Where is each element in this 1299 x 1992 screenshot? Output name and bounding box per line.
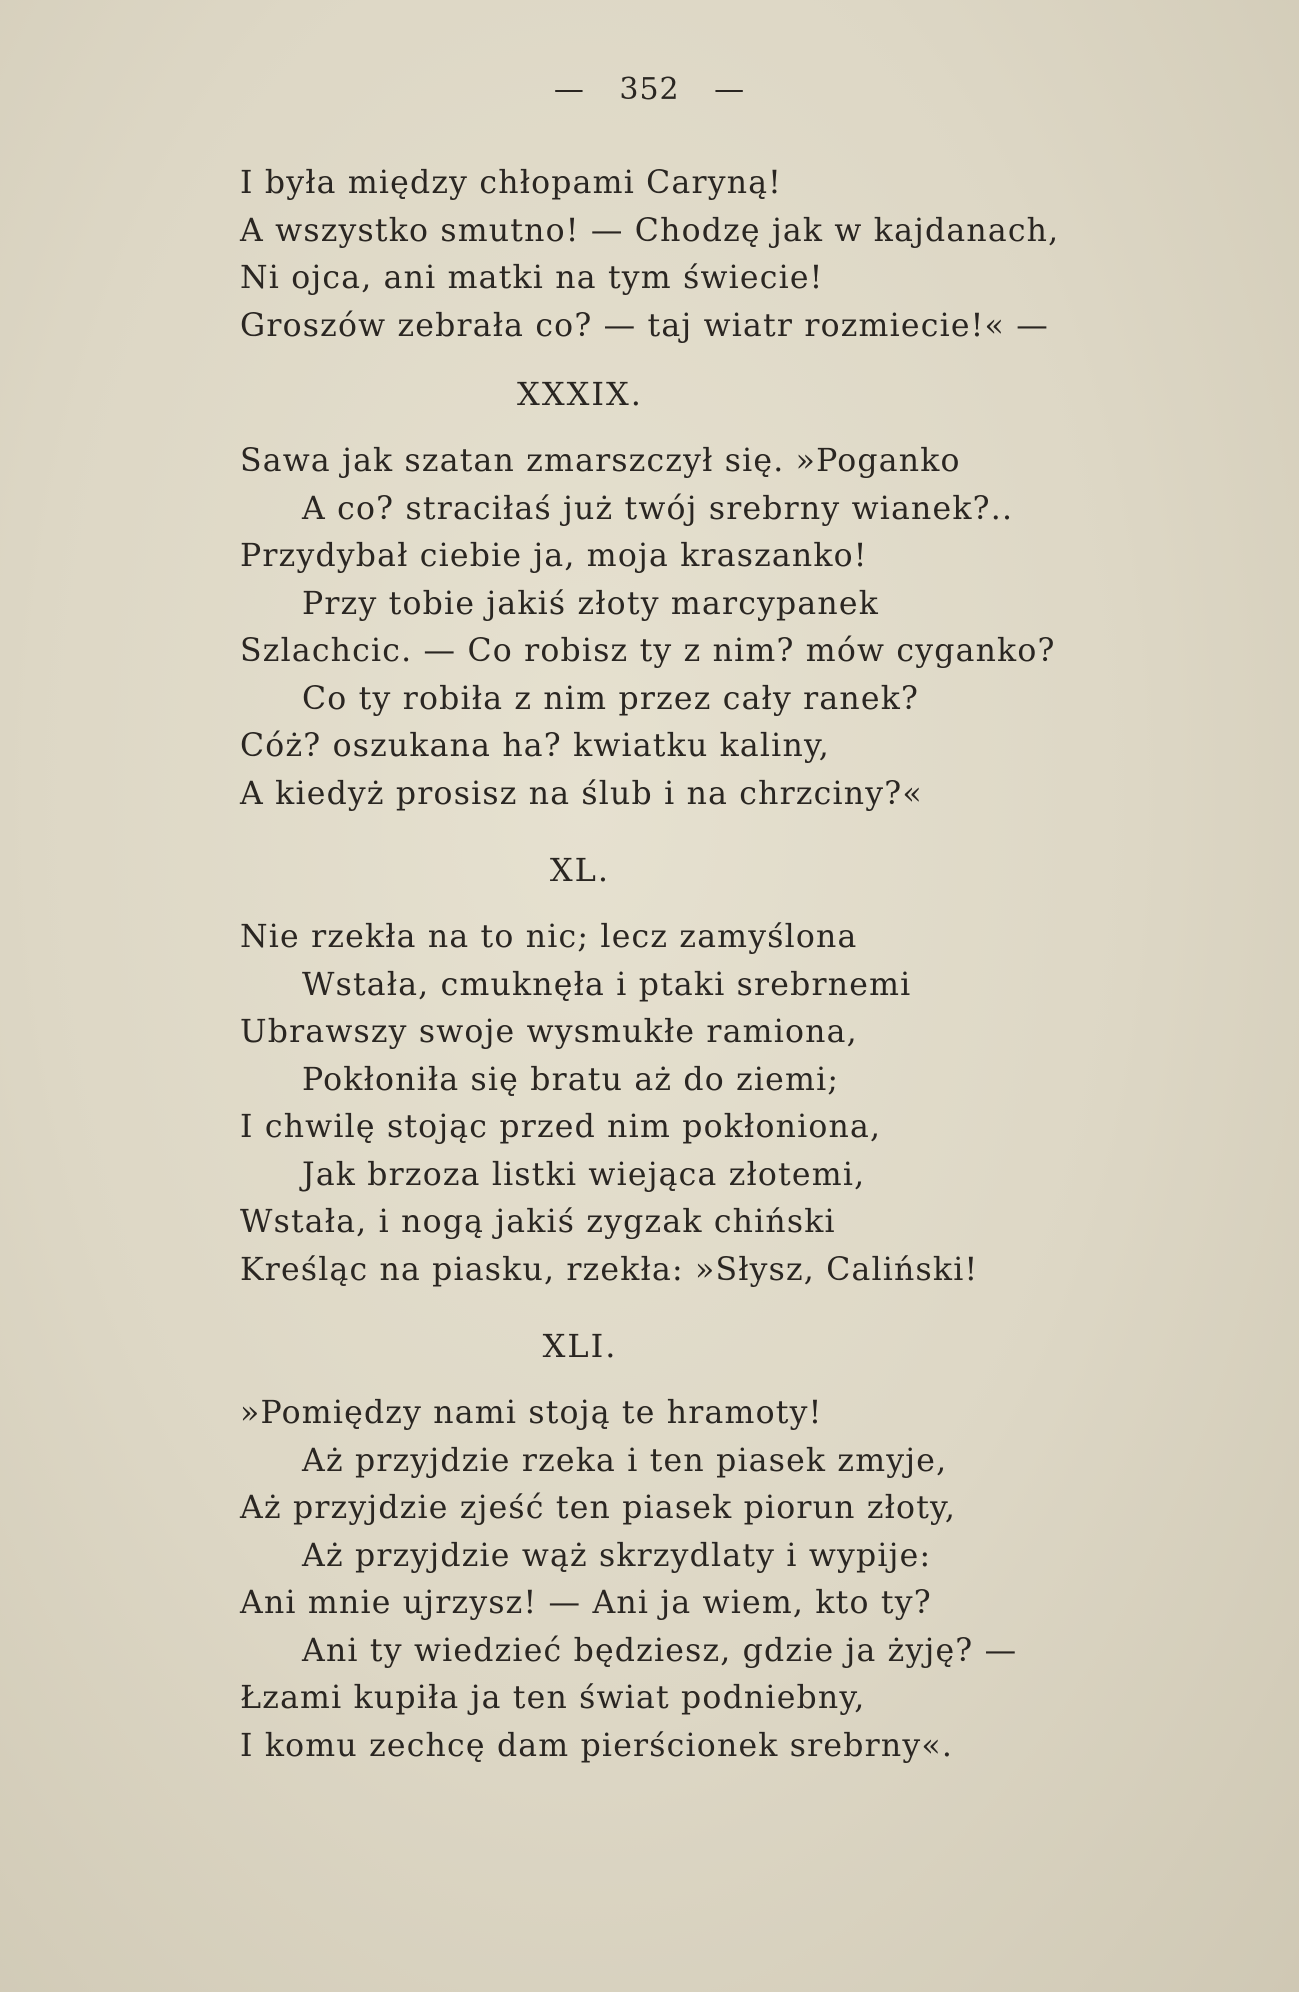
verse-line: Ani mnie ujrzysz! — Ani ja wiem, kto ty?: [240, 1585, 932, 1621]
stanza-continuation: [240, 160, 1240, 350]
verse-line: Łzami kupiła ja ten świat podniebny,: [240, 1680, 866, 1716]
verse-line: Ni ojca, ani matki na tym świecie!: [240, 260, 824, 296]
page-number: [0, 72, 1299, 107]
verse-line: I chwilę stojąc przed nim pokłoniona,: [240, 1109, 882, 1145]
page-number-value: 352: [619, 72, 680, 107]
section-heading: XXXIX.: [517, 375, 643, 413]
verse-line: Co ty robiła z nim przez cały ranek?: [302, 680, 920, 717]
stanza-xl: [240, 846, 1240, 1294]
verse-line: Przydybał ciebie ja, moja kraszanko!: [240, 538, 868, 574]
verse-line: »Pomiędzy nami stoją te hramoty!: [240, 1395, 823, 1431]
poem-text: [240, 160, 1240, 1770]
verse-line: Jak brzoza listki wiejąca złotemi,: [302, 1156, 866, 1193]
page-number-dash-left: —: [553, 72, 585, 107]
verse-line: A wszystko smutno! — Chodzę jak w kajdanach,: [240, 212, 1060, 249]
section-heading: XL.: [549, 851, 611, 889]
verse-line: Nie rzekła na to nic; lecz zamyślona: [240, 919, 858, 955]
section-heading: XLI.: [542, 1327, 618, 1365]
stanza-xxxix: [240, 370, 1240, 818]
verse-line: Groszów zebrała co? — taj wiatr rozmiecie!« —: [240, 307, 1049, 344]
verse-line: A kiedyż prosisz na ślub i na chrzciny?«: [240, 775, 923, 812]
verse-line: Przy tobie jakiś złoty marcypanek: [302, 585, 880, 622]
verse-line: Szlachcic. — Co robisz ty z nim? mów cyganko?: [240, 633, 1056, 669]
verse-line: Kreśląc na piasku, rzekła: »Słysz, Caliński!: [240, 1251, 979, 1288]
verse-line: I była między chłopami Caryną!: [240, 165, 783, 201]
verse-line: Ubrawszy swoje wysmukłe ramiona,: [240, 1014, 858, 1050]
verse-line: I komu zechcę dam pierścionek srebrny«.: [240, 1727, 954, 1764]
verse-line: Pokłoniła się bratu aż do ziemi;: [302, 1061, 840, 1098]
verse-line: A co? straciłaś już twój srebrny wianek?..: [302, 490, 1014, 527]
verse-line: Wstała, cmuknęła i ptaki srebrnemi: [302, 966, 912, 1003]
verse-line: Ani ty wiedzieć będziesz, gdzie ja żyję? —: [302, 1632, 1018, 1669]
page-number-dash-right: —: [714, 72, 746, 107]
verse-line: Aż przyjdzie zjeść ten piasek piorun złoty,: [240, 1490, 957, 1526]
verse-line: Sawa jak szatan zmarszczył się. »Poganko: [240, 443, 961, 479]
stanza-xli: [240, 1322, 1240, 1770]
verse-line: Cóż? oszukana ha? kwiatku kaliny,: [240, 728, 830, 764]
verse-line: Wstała, i nogą jakiś zygzak chiński: [240, 1204, 836, 1240]
verse-line: Aż przyjdzie wąż skrzydlaty i wypije:: [302, 1537, 932, 1574]
verse-line: Aż przyjdzie rzeka i ten piasek zmyje,: [302, 1442, 948, 1479]
